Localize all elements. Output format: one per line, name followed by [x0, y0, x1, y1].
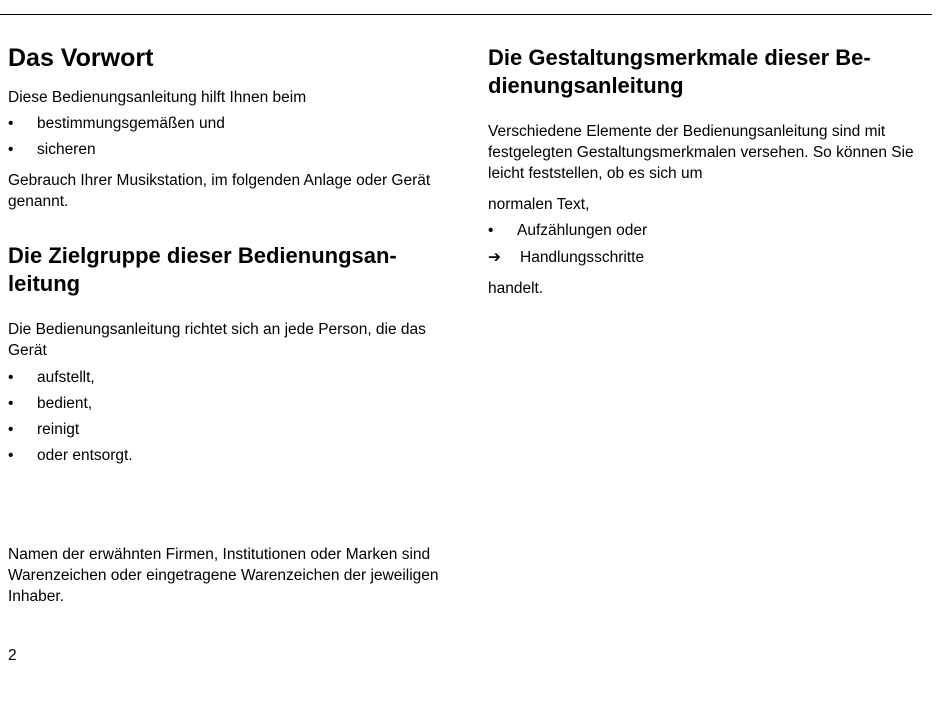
bullet-icon: •: [8, 115, 14, 132]
bullet-icon: •: [488, 222, 494, 239]
bullet-example-label: Aufzählungen oder: [517, 222, 648, 239]
gestaltung-intro: Verschiedene Elemente der Bedienungsanleitung sind mit festgelegten Gestaltungsmerkmalen versehen. So können Sie leicht feststellen, ob es sich um: [488, 123, 914, 182]
vorwort-list-item: [8, 139, 96, 160]
zielgruppe-title: Die Zielgruppe dieser Bedienungsan-leitung: [8, 243, 397, 296]
zielgruppe-item-3: reinigt: [37, 421, 80, 438]
arrow-example-label: Handlungsschritte: [520, 249, 645, 266]
vorwort-item-2: sicheren: [37, 141, 96, 158]
vorwort-intro: Diese Bedienungsanleitung hilft Ihnen beim: [8, 89, 307, 106]
vorwort-list-item: [8, 113, 225, 134]
zielgruppe-list-item: [8, 445, 133, 466]
trademark-note: Namen der erwähnten Firmen, Institutionen oder Marken sind Warenzeichen oder eingetragene Warenzeichen der jeweiligen Inhaber.: [8, 546, 439, 605]
bullet-icon: •: [8, 141, 14, 158]
page-number: 2: [8, 647, 17, 664]
bullet-icon: •: [8, 395, 14, 412]
zielgruppe-item-2: bedient,: [37, 395, 93, 412]
bullet-icon: •: [8, 421, 14, 438]
arrow-right-icon: ➔: [488, 249, 501, 266]
zielgruppe-list-item: [8, 393, 92, 414]
normal-text-line: normalen Text,: [488, 196, 590, 213]
zielgruppe-list-item: [8, 367, 95, 388]
zielgruppe-item-4: oder entsorgt.: [37, 447, 133, 464]
gestaltung-title: Die Gestaltungsmerkmale dieser Be-dienungsanleitung: [488, 45, 871, 98]
zielgruppe-item-1: aufstellt,: [37, 369, 95, 386]
gestaltung-outro: handelt.: [488, 280, 544, 297]
vorwort-outro: Gebrauch Ihrer Musikstation, im folgenden Anlage oder Gerät genannt.: [8, 172, 431, 210]
vorwort-item-1: bestimmungsgemäßen und: [37, 115, 225, 132]
bullet-icon: •: [8, 369, 14, 386]
top-rule: [0, 14, 932, 15]
bullet-example: [488, 220, 647, 241]
bullet-icon: •: [8, 447, 14, 464]
zielgruppe-list-item: [8, 419, 79, 440]
zielgruppe-intro: Die Bedienungsanleitung richtet sich an jede Person, die das Gerät: [8, 321, 426, 359]
vorwort-title: Das Vorwort: [8, 44, 154, 72]
arrow-example: [488, 247, 644, 268]
